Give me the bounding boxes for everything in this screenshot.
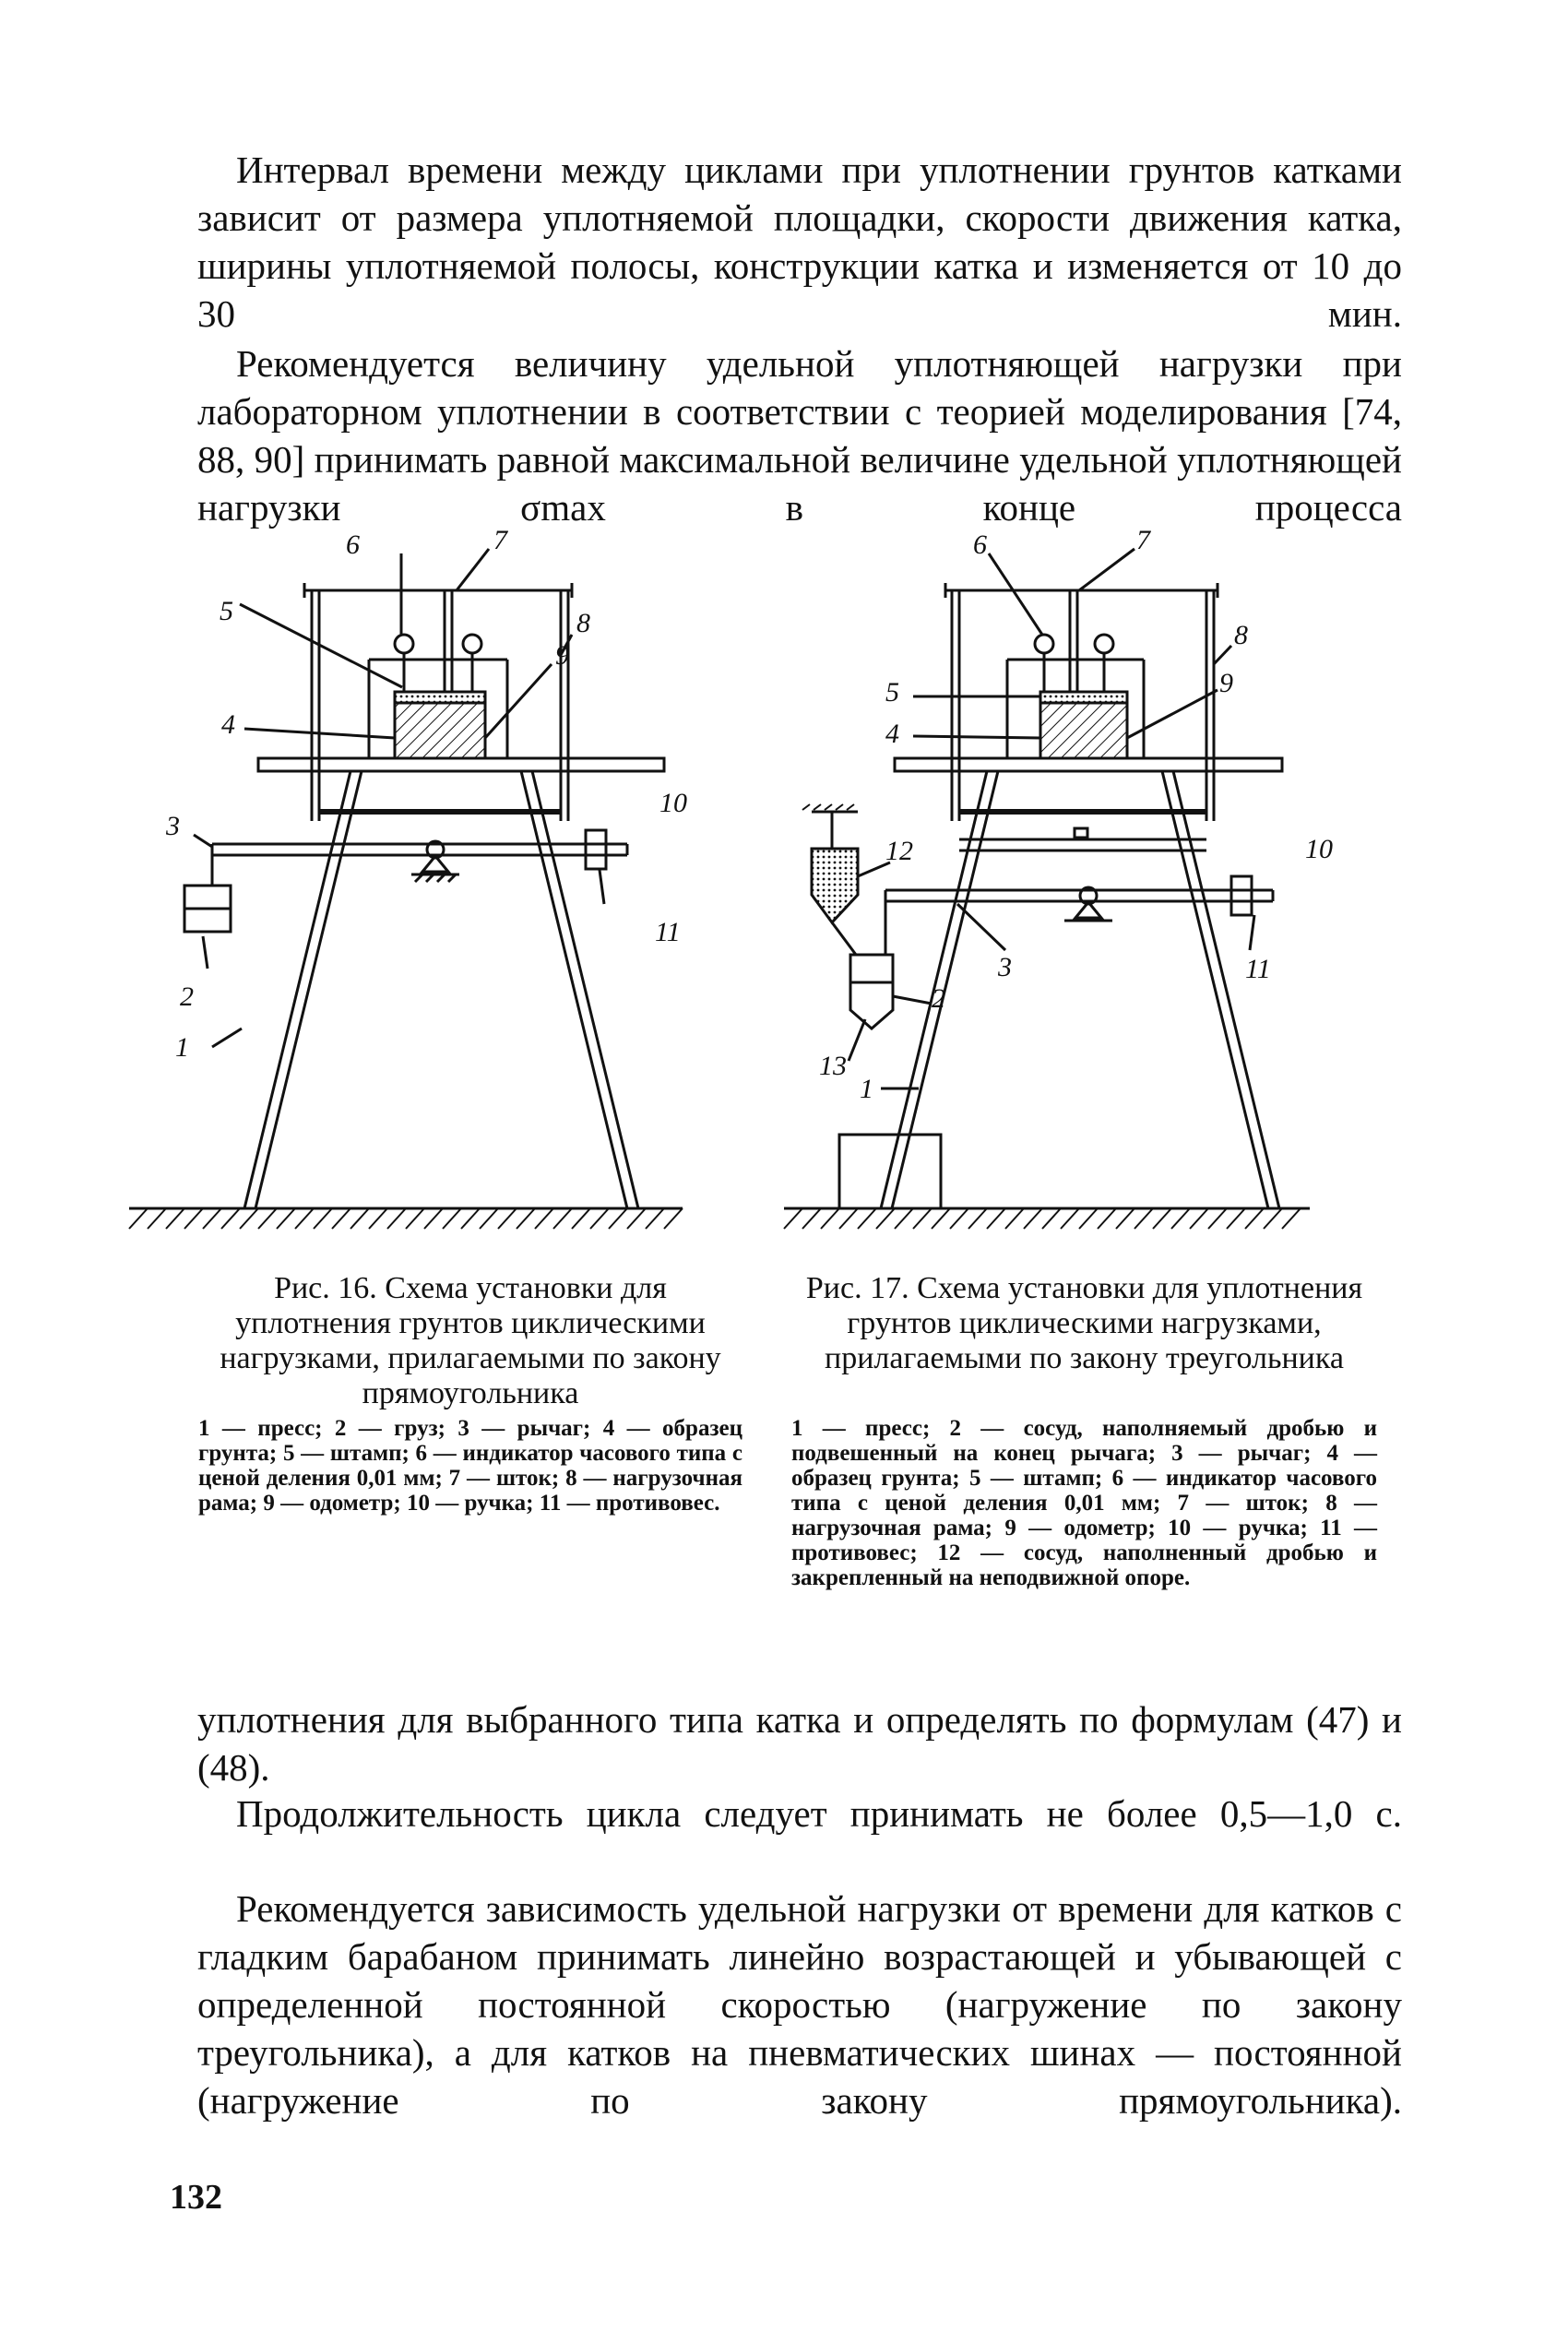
- fig16-label-2: 2: [180, 981, 194, 1012]
- figure-17-legend: 1 — пресс; 2 — сосуд, наполняемый дробью и подвешенный на конец рычага; 3 — рычаг; 4 — образец грунта; 5 — штамп; 6 — индикатор часового типа с ценой деления 0,01 мм; 7 — шток; 8 — нагрузочная рама; 9 — одометр; 10 — ручка; 11 — противовес; 12 — сосуд, наполненный дробью и закрепленный на неподвижной опоре.: [791, 1416, 1377, 1590]
- fig17-label-3: 3: [998, 952, 1012, 982]
- fig17-label-8: 8: [1234, 620, 1248, 650]
- fig17-label-10: 10: [1305, 834, 1333, 864]
- fig16-label-3: 3: [166, 811, 180, 841]
- figure-16-legend: 1 — пресс; 2 — груз; 3 — рычаг; 4 — образец грунта; 5 — штамп; 6 — индикатор часового типа с ценой деления 0,01 мм; 7 — шток; 8 — нагрузочная рама; 9 — одометр; 10 — ручка; 11 — противовес.: [198, 1416, 742, 1516]
- paragraph-3: уплотнения для выбранного типа катка и определять по формулам (47) и (48).: [197, 1698, 1402, 1789]
- fig17-label-11: 11: [1245, 954, 1271, 984]
- fig17-label-7: 7: [1136, 525, 1150, 555]
- figure-16-diagram: [166, 517, 729, 1245]
- fig16-label-11: 11: [655, 917, 681, 947]
- fig16-label-7: 7: [493, 525, 507, 555]
- fig16-label-9: 9: [555, 640, 569, 671]
- fig16-label-1: 1: [175, 1032, 189, 1063]
- paragraph-4: Продолжительность цикла следует принимать не более 0,5—1,0 с.: [236, 1792, 1402, 1835]
- fig17-label-9: 9: [1219, 668, 1233, 698]
- fig17-label-12: 12: [885, 836, 913, 866]
- fig16-label-10: 10: [659, 788, 687, 818]
- figure-16-title: Рис. 16. Схема установки для уплотнения грунтов циклическими нагрузками, прилагаемыми по закону прямоугольника: [220, 1271, 721, 1410]
- fig17-label-5: 5: [885, 677, 899, 708]
- fig16-label-5: 5: [220, 596, 233, 626]
- paragraph-1: Интервал времени между циклами при уплотнении грунтов катками зависит от размера уплотняемой площадки, скорости движения катка, ширины уплотняемой полосы, конструкции катка и изменяется от 10 до 30 мин.: [197, 149, 1402, 335]
- fig17-label-4: 4: [885, 719, 899, 749]
- figure-17-title: Рис. 17. Схема установки для уплотнения грунтов циклическими нагрузками, прилагаемыми по закону треугольника: [805, 1271, 1363, 1375]
- fig17-label-1: 1: [860, 1074, 873, 1104]
- fig17-label-13: 13: [819, 1051, 847, 1081]
- fig16-label-4: 4: [221, 709, 235, 740]
- paragraph-2: Рекомендуется величину удельной уплотняющей нагрузки при лабораторном уплотнении в соответствии с теорией моделирования [74, 88, 90] принимать равной максимальной величине удельной уплотняющей нагрузки σmax в конце процесса: [197, 342, 1402, 529]
- fig17-label-2: 2: [932, 983, 945, 1014]
- fig16-label-8: 8: [576, 608, 590, 638]
- figure-17-diagram: [793, 517, 1347, 1245]
- paragraph-5: Рекомендуется зависимость удельной нагрузки от времени для катков с гладким барабаном принимать линейно возрастающей и убывающей с определенной постоянной скоростью (нагружение по закону треугольника), а для катков на пневматических шинах — постоянной (нагружение по закону прямоугольника).: [197, 1887, 1402, 2122]
- fig16-label-6: 6: [346, 529, 360, 560]
- fig17-label-6: 6: [973, 529, 987, 560]
- page-number: 132: [170, 2178, 222, 2217]
